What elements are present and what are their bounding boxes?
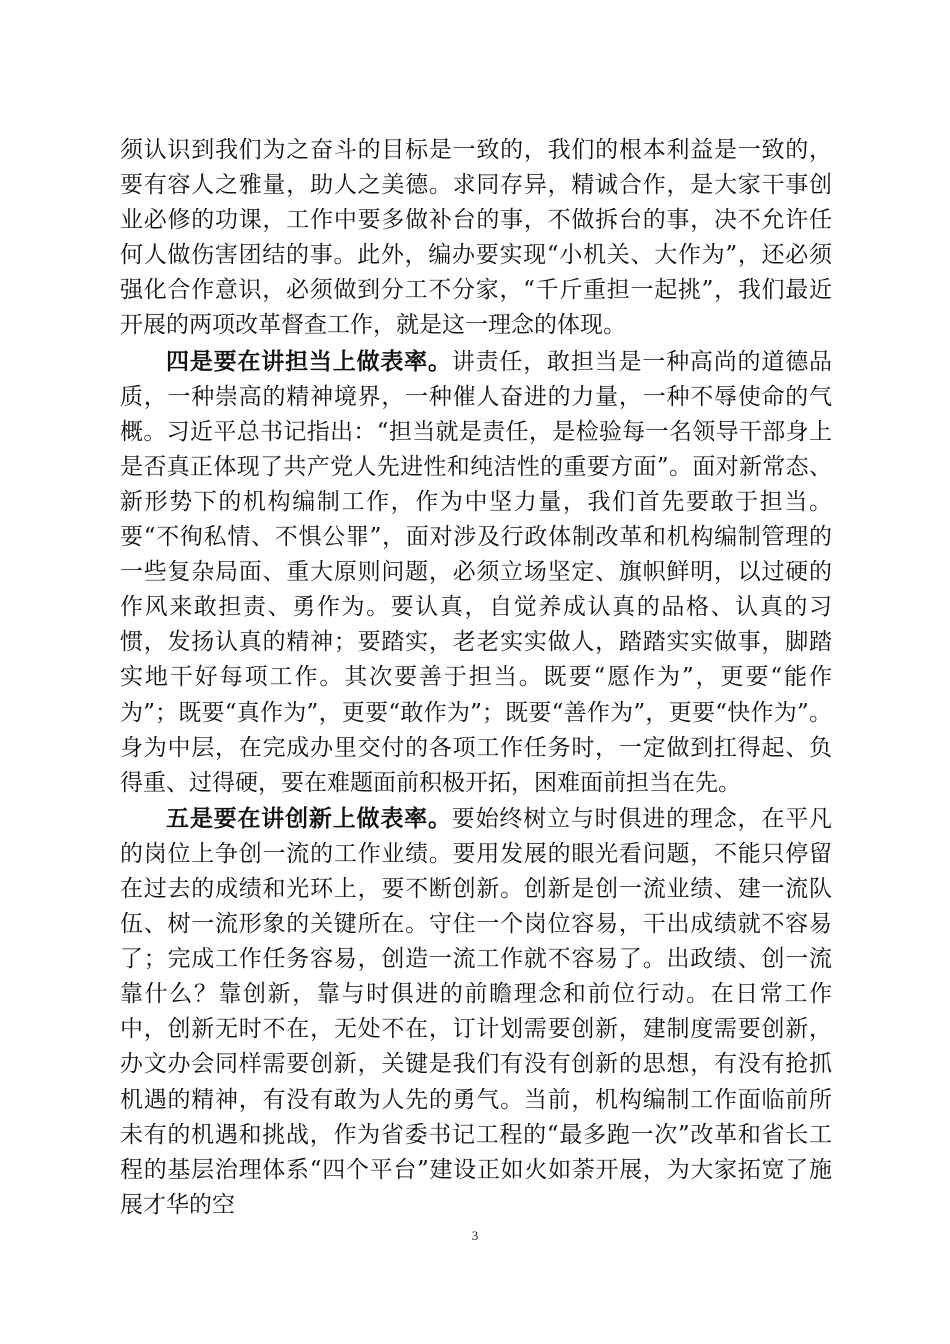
paragraph-lead-heading: 五是要在讲创新上做表率。 xyxy=(166,804,452,832)
body-text xyxy=(120,133,832,1223)
paragraph-text: 须认识到我们为之奋斗的目标是一致的，我们的根本利益是一致的，要有容人之雅量，助人之美德。求同存异，精诚合作，是大家干事创业必修的功课，工作中要多做补台的事，不做拆台的事，决不允许任何人做伤害团结的事。此外，编办要实现“小机关、大作为”，还必须强化合作意识，必须做到分工不分家，“千斤重担一起挑”，我们最近开展的两项改革督查工作，就是这一理念的体现。 xyxy=(120,137,832,339)
paragraph-continuation xyxy=(120,133,832,344)
paragraph-text: 讲责任，敢担当是一种高尚的道德品质，一种崇高的精神境界，一种催人奋进的力量，一种不辱使命的气概。习近平总书记指出：“担当就是责任，是检验每一名领导干部身上是否真正体现了共产党人先进性和纯洁性的重要方面”。面对新常态、新形势下的机构编制工作，作为中坚力量，我们首先要敢于担当。要“不徇私情、不惧公罪”，面对涉及行政体制改革和机构编制管理的一些复杂局面、重大原则问题，必须立场坚定、旗帜鲜明，以过硬的作风来敢担责、勇作为。要认真，自觉养成认真的品格、认真的习惯，发扬认真的精神；要踏实，老老实实做人，踏踏实实做事，脚踏实地干好每项工作。其次要善于担当。既要“愿作为”，更要“能作为”；既要“真作为”，更要“敢作为”；既要“善作为”，更要“快作为”。身为中层，在完成办里交付的各项工作任务时，一定做到扛得起、负得重、过得硬，要在难题面前积极开拓，困难面前担当在先。 xyxy=(120,348,833,796)
paragraph-responsibility xyxy=(120,344,832,801)
paragraph-innovation xyxy=(120,801,832,1223)
paragraph-text: 要始终树立与时俱进的理念，在平凡的岗位上争创一流的工作业绩。要用发展的眼光看问题，不能只停留在过去的成绩和光环上，要不断创新。创新是创一流业绩、建一流队伍、树一流形象的关键所在。守住一个岗位容易，干出成绩就不容易了；完成工作任务容易，创造一流工作就不容易了。出政绩、创一流靠什么？靠创新，靠与时俱进的前瞻理念和前位行动。在日常工作中，创新无时不在，无处不在，订计划需要创新，建制度需要创新，办文办会同样需要创新，关键是我们有没有创新的思想，有没有抢抓机遇的精神，有没有敢为人先的勇气。当前，机构编制工作面临前所未有的机遇和挑战，作为省委书记工程的“最多跑一次”改革和省长工程的基层治理体系“四个平台”建设正如火如荼开展，为大家拓宽了施展才华的空 xyxy=(120,805,833,1218)
paragraph-lead-heading: 四是要在讲担当上做表率。 xyxy=(166,347,452,375)
page-number: 3 xyxy=(471,1228,479,1243)
